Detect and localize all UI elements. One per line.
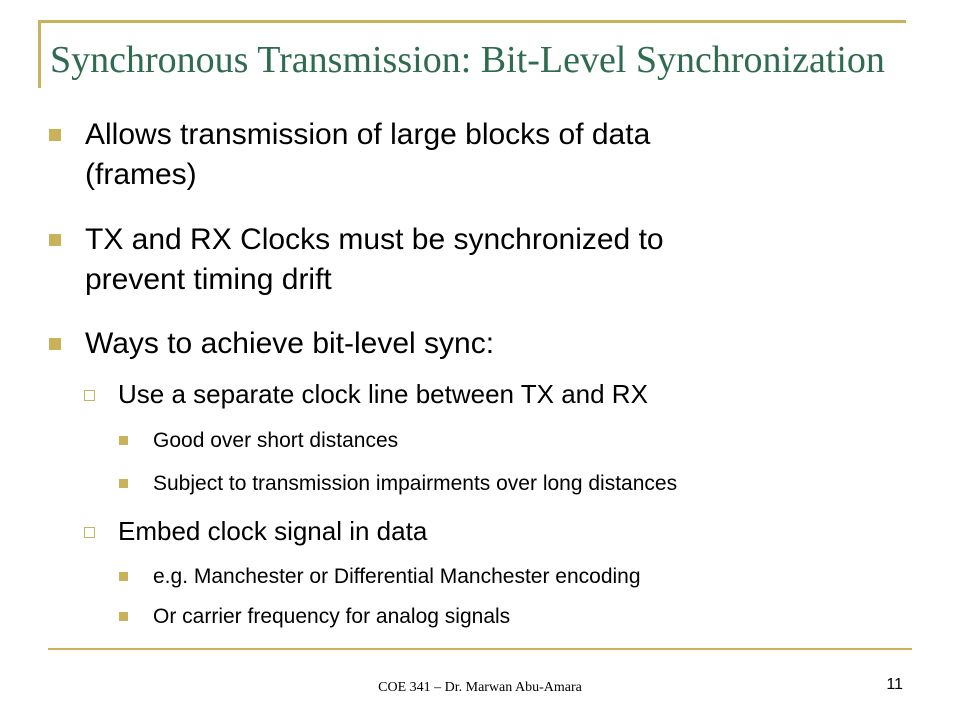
sub-sub-bullet-item [153,470,677,498]
bullet-item [85,115,650,195]
bullet-item [85,220,664,300]
sub-sub-bullet-item [153,563,641,591]
sub-sub-bullet-text: Good over short distances [153,429,399,452]
sub-bullet-text: Use a separate clock line between TX and RX [118,379,648,409]
square-bullet-icon [119,612,128,621]
sub-sub-bullet-text: Subject to transmission impairments over long distances [153,472,678,495]
sub-bullet-text: Embed clock signal in data [118,516,428,546]
square-bullet-icon [119,572,128,581]
bullet-text-continued: prevent timing drift [85,263,332,296]
bullet-item [85,324,494,364]
hollow-square-bullet-icon [84,390,95,401]
square-bullet-icon [49,129,61,141]
footer-course-label: COE 341 – Dr. Marwan Abu-Amara [378,680,582,695]
bullet-text: TX and RX Clocks must be synchronized to [85,223,664,256]
square-bullet-icon [119,479,128,488]
bullet-text: Ways to achieve bit-level sync: [85,327,495,360]
sub-sub-bullet-item [153,603,510,631]
square-bullet-icon [119,436,128,445]
square-bullet-icon [49,338,61,350]
slide-title: Synchronous Transmission: Bit-Level Synchronization [50,39,885,81]
hollow-square-bullet-icon [84,527,95,538]
bullet-text-continued: (frames) [85,158,197,191]
sub-bullet-item [118,377,648,411]
footer-divider [48,648,912,650]
sub-bullet-item [118,514,427,548]
sub-sub-bullet-text: Or carrier frequency for analog signals [153,605,511,628]
bullet-text: Allows transmission of large blocks of data [85,118,651,151]
sub-sub-bullet-text: e.g. Manchester or Differential Manchester encoding [153,565,641,588]
sub-sub-bullet-item [153,427,398,455]
square-bullet-icon [49,234,61,246]
page-number: 11 [886,676,903,693]
